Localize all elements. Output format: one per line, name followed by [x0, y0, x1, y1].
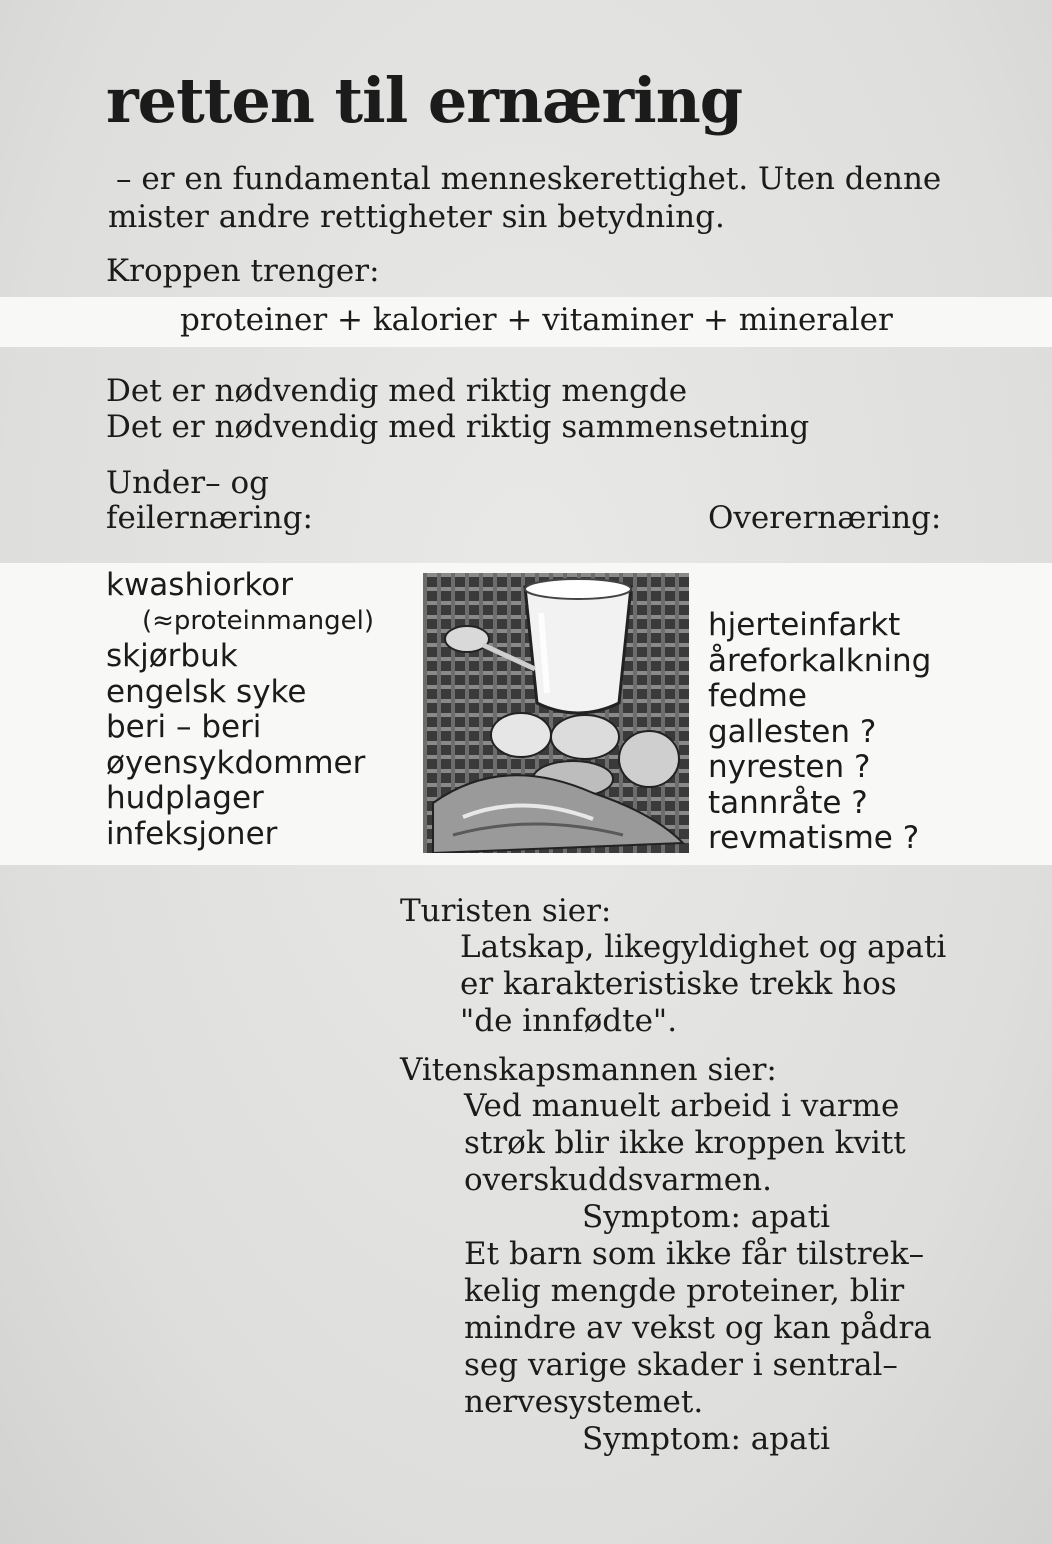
list-item: tannråte ?: [708, 784, 868, 821]
nutrients-line: proteiner + kalorier + vitaminer + mineraler: [180, 302, 893, 338]
under-heading-line-2: feilernæring:: [106, 500, 313, 536]
scientist-quote-line: Et barn som ikke får tilstrek–: [464, 1236, 925, 1272]
scientist-quote-line: seg varige skader i sentral–: [464, 1347, 898, 1383]
scientist-quote-line: Ved manuelt arbeid i varme: [464, 1088, 900, 1124]
under-nutrition-list: [106, 568, 374, 852]
scientist-quote-line: mindre av vekst og kan pådra: [464, 1310, 932, 1346]
intro-line-1: – er en fundamental menneskerettighet. Uten denne: [116, 161, 942, 197]
requirement-amount: Det er nødvendig med riktig mengde: [106, 373, 688, 409]
list-item: nyresten ?: [708, 749, 871, 785]
over-heading: Overernæring:: [708, 500, 942, 536]
symptom-label: Symptom: apati: [582, 1199, 830, 1235]
tourist-heading: Turisten sier:: [400, 893, 612, 929]
list-item: øyensykdommer: [106, 744, 366, 781]
tourist-quote-line: "de innfødte".: [460, 1003, 678, 1039]
over-nutrition-list: [708, 608, 931, 857]
scientist-quote-line: kelig mengde proteiner, blir: [464, 1273, 905, 1309]
page-title: retten til ernæring: [106, 64, 743, 137]
scientist-quote-line: nervesystemet.: [464, 1384, 704, 1420]
list-item: gallesten ?: [708, 713, 877, 750]
list-item: revmatisme ?: [708, 820, 920, 856]
tourist-quote-line: Latskap, likegyldighet og apati: [460, 929, 947, 965]
list-item: åreforkalkning: [708, 642, 932, 679]
list-item: infeksjoner: [106, 815, 278, 852]
list-item: hjerteinfarkt: [708, 607, 901, 643]
list-item: skjørbuk: [106, 638, 238, 674]
tourist-quote-line: er karakteristiske trekk hos: [460, 966, 897, 1002]
list-item: kwashiorkor: [106, 567, 293, 603]
symptom-label: Symptom: apati: [582, 1421, 830, 1457]
under-heading-line-1: Under– og: [106, 465, 269, 501]
requirement-composition: Det er nødvendig med riktig sammensetning: [106, 409, 810, 445]
list-item: engelsk syke: [106, 673, 307, 710]
body-needs-label: Kroppen trenger:: [106, 253, 380, 289]
scientist-quote-line: strøk blir ikke kroppen kvitt: [464, 1125, 906, 1161]
scientist-quote-line: overskuddsvarmen.: [464, 1162, 772, 1198]
food-photo: [423, 573, 689, 853]
list-item: beri – beri: [106, 709, 262, 745]
list-item: fedme: [708, 678, 807, 714]
scientist-heading: Vitenskapsmannen sier:: [400, 1052, 777, 1088]
list-item: (≈proteinmangel): [142, 605, 374, 636]
tourist-quote: [460, 929, 946, 1040]
intro-line-2: mister andre rettigheter sin betydning.: [108, 199, 725, 235]
scientist-quote: [464, 1088, 932, 1458]
list-item: hudplager: [106, 780, 264, 816]
